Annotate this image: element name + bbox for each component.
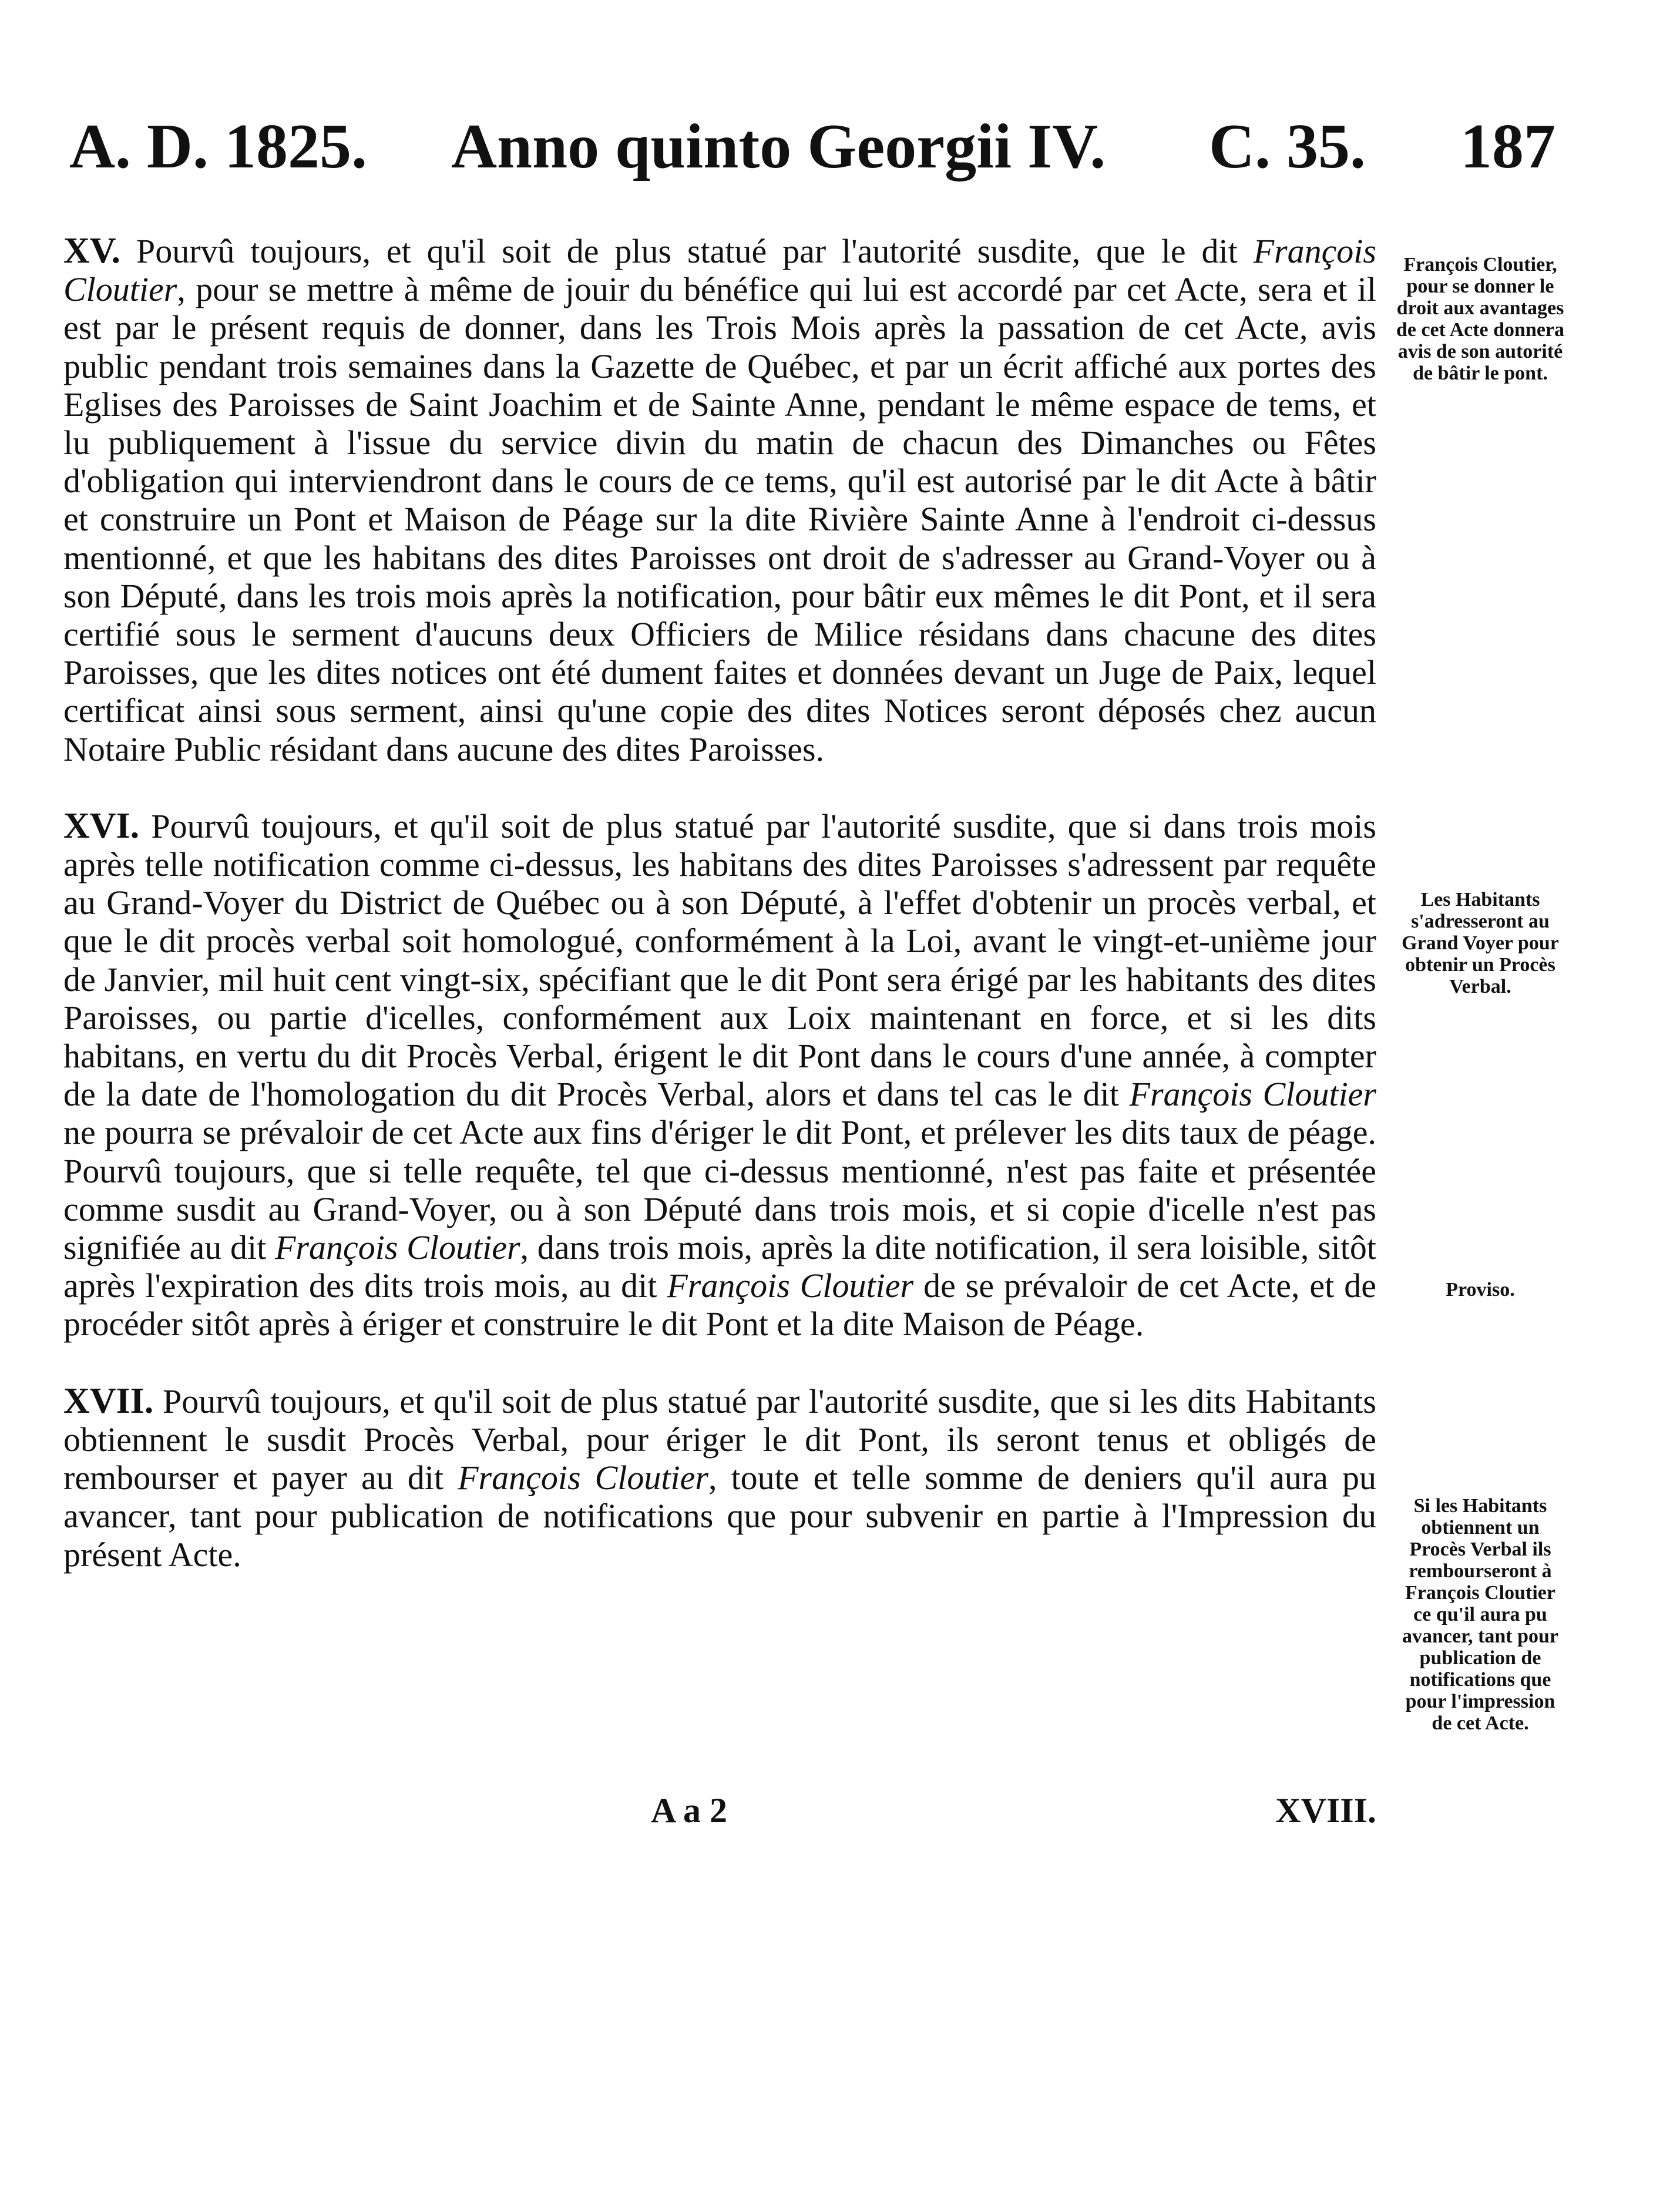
- section-text: Pourvû toujours, et qu'il soit de plus statué par l'autorité susdite, que si les dits Habitants obtiennent le susdit Procès Verbal, pour ériger le dit Pont, ils seront tenus et obligés de rembourser et payer au dit: [63, 1382, 1376, 1497]
- person-name: François Cloutier: [667, 1266, 914, 1305]
- header-chapter: C. 35.: [1209, 112, 1366, 182]
- section-xv: [63, 232, 1376, 768]
- marginal-note-bridge-notice: François Cloutier, pour se donner le droit aux avantages de cet Acte donnera avis de son autorité de bâtir le pont.: [1396, 254, 1565, 384]
- section-text: , pour se mettre à même de jouir du bénéfice qui lui est accordé par cet Acte, sera et il est par le présent requis de donner, dans les Trois Mois après la passation de cet Acte, avis public pendant trois semaines dans la Gazette de Québec, et par un écrit affiché aux portes des Eglises des Paroisses de Saint Joachim et de Sainte Anne, pendant le même espace de tems, et lu publiquement à l'issue du service divin du matin de chacun des Dimanches ou Fêtes d'obligation qui interviendront dans le cours de ce tems, qu'il est autorisé par le dit Acte à bâtir et construire un Pont et Maison de Péage sur la dite Rivière Sainte Anne à l'endroit ci-dessus mentionné, et que les habitans des dites Paroisses ont droit de s'adresser au Grand-Voyer ou à son Député, dans les trois mois après la notification, pour bâtir eux mêmes le dit Pont, et il sera certifié sous le serment d'aucuns deux Officiers de Milice résidans dans chacune des dites Paroisses, que les dites notices ont été dument faites et données devant un Juge de Paix, lequel certificat ainsi sous serment, ainsi qu'une copie des dites Notices seront déposés chez aucun Notaire Public résidant dans aucune des dites Paroisses.: [63, 270, 1376, 768]
- person-name: François Cloutier: [63, 232, 1376, 309]
- person-name: François Cloutier: [1129, 1075, 1376, 1114]
- section-number: XVI.: [63, 805, 140, 846]
- catchword: XVIII.: [1275, 1791, 1376, 1830]
- section-text: ne pourra se prévaloir de cet Acte aux fins d'ériger le dit Pont, et prélever les dits taux de péage. Pourvû toujours, que si telle requête, tel que ci-dessus mentionné, n'est pas faite et présentée comme susdit au Grand-Voyer, ou à son Député dans trois mois, et si copie d'icelle n'est pas signifiée au dit: [63, 1113, 1376, 1267]
- page-footer: [63, 1790, 1376, 1832]
- marginal-note-reimbursement: Si les Habitants obtiennent un Procès Verbal ils rembourseront à François Cloutier ce qu'il aura pu avancer, tant pour publication de notifications que pour l'impression de cet Acte.: [1402, 1495, 1559, 1734]
- page-number: 187: [1460, 112, 1555, 182]
- person-name: François Cloutier: [458, 1459, 708, 1497]
- section-text: de se prévaloir de cet Acte, et de procéder sitôt après à ériger et construire le dit Pont et la dite Maison de Péage.: [63, 1266, 1376, 1343]
- section-text: Pourvû toujours, et qu'il soit de plus statué par l'autorité susdite, que le dit: [120, 232, 1254, 270]
- person-name: François Cloutier: [274, 1228, 520, 1267]
- running-header: [69, 103, 1555, 191]
- section-text: , toute et telle somme de deniers qu'il aura pu avancer, tant pour publication de notifications que pour subvenir en partie à l'Impression du présent Acte.: [63, 1459, 1376, 1574]
- section-xvii: [63, 1382, 1376, 1574]
- header-title: Anno quinto Georgii IV.: [451, 112, 1106, 182]
- section-text: Pourvû toujours, et qu'il soit de plus statué par l'autorité susdite, que si dans trois mois après telle notification comme ci-dessus, les habitans des dites Paroisses s'adressent par requête au Grand-Voyer du District de Québec ou à son Député, à l'effet d'obtenir un procès verbal, et que le dit procès verbal soit homologué, conformément à la Loi, avant le vingt-et-unième jour de Janvier, mil huit cent vingt-six, spécifiant que le dit Pont sera érigé par les habitants des dites Paroisses, ou partie d'icelles, conformément aux Loix maintenant en force, et si les dits habitans, en vertu du dit Procès Verbal, érigent le dit Pont dans le cours d'une année, à compter de la date de l'homologation du dit Procès Verbal, alors et dans tel cas le dit: [63, 807, 1376, 1114]
- section-number: XV.: [63, 231, 121, 271]
- marginal-note-proces-verbal: Les Habitants s'adresseront au Grand Voyer pour obtenir un Procès Verbal.: [1402, 889, 1559, 997]
- signature-mark: A a 2: [651, 1791, 728, 1830]
- header-year: A. D. 1825.: [69, 112, 367, 182]
- main-text: [63, 232, 1376, 1574]
- marginal-note-proviso: Proviso.: [1446, 1279, 1515, 1301]
- section-xvi: [63, 807, 1376, 1343]
- section-number: XVII.: [63, 1380, 154, 1421]
- section-text: , dans trois mois, après la dite notification, il sera loisible, sitôt après l'expiration des dits trois mois, au dit: [63, 1228, 1377, 1305]
